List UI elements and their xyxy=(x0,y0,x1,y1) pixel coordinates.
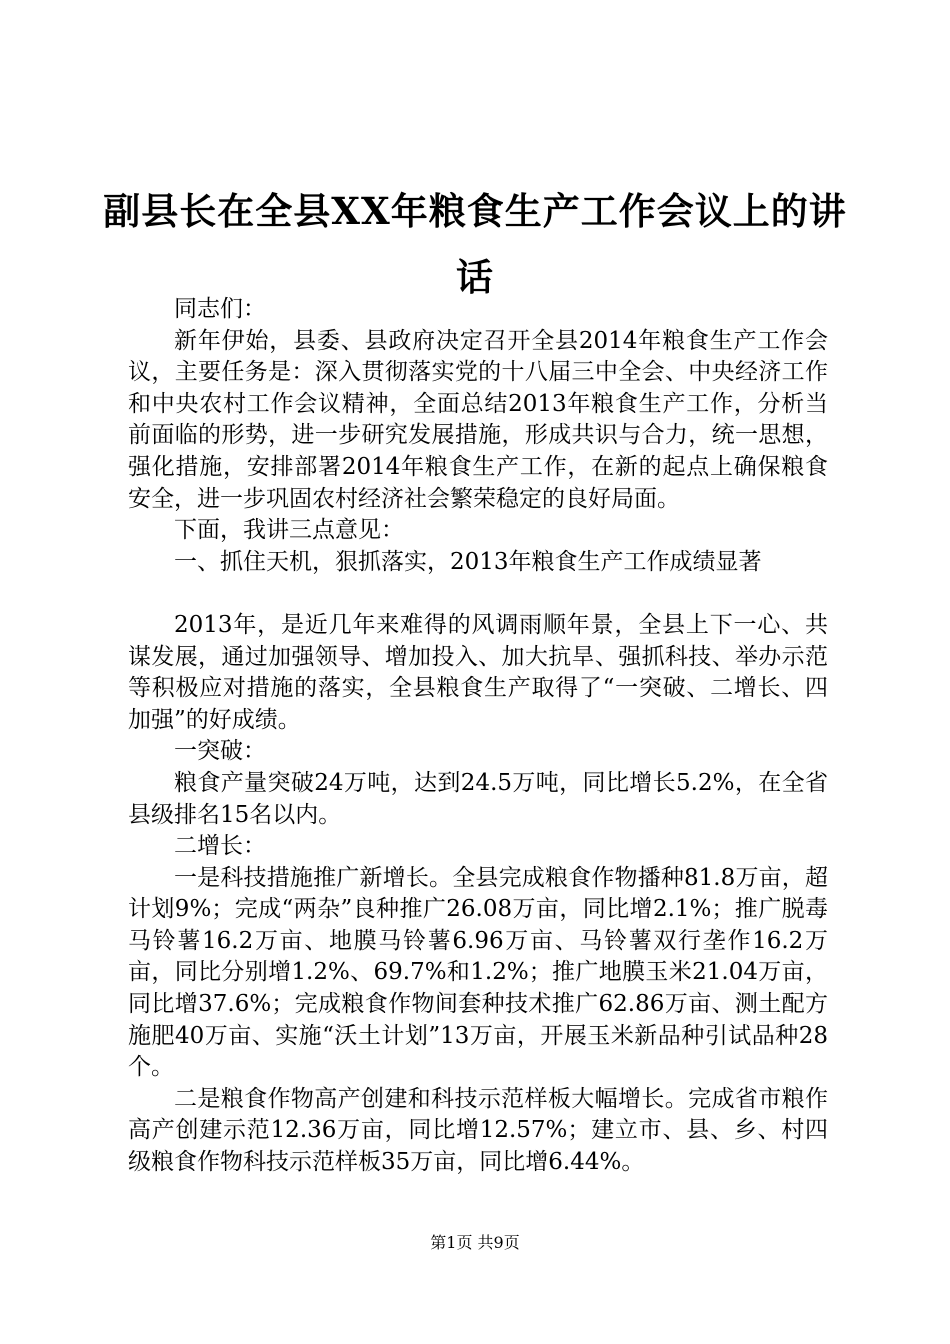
subheading-two-growths: 二增长： xyxy=(174,833,266,860)
document-body xyxy=(128,294,828,1179)
title-line-1: 副县长在全县XX年粮食生产工作会议上的讲 xyxy=(103,189,847,233)
title-line-2: 话 xyxy=(456,255,494,299)
page-title xyxy=(0,178,950,310)
paragraph-intro: 新年伊始，县委、县政府决定召开全县2014年粮食生产工作会议，主要任务是：深入贯彻落实党的十八届三中全会、中央经济工作和中央农村工作会议精神，全面总结2013年粮食生产工作，分析当前面临的形势，进一步研究发展措施，形成共识与合力，统一思想，强化措施，安排部署2014年粮食生产工作，在新的起点上确保粮食安全，进一步巩固农村经济社会繁荣稳定的良好局面。 xyxy=(128,327,828,512)
subheading-one-breakthrough: 一突破： xyxy=(174,738,266,765)
paragraph-outline: 下面，我讲三点意见： xyxy=(174,517,404,544)
paragraph-tech-growth: 一是科技措施推广新增长。全县完成粮食作物播种81.8万亩，超计划9%；完成“两杂”良种推广26.08万亩，同比增2.1%；推广脱毒马铃薯16.2万亩、地膜马铃薯6.96万亩、马铃薯双行垄作16.2万亩，同比分别增1.2%、69.7%和1.2%；推广地膜玉米21.04万亩，同比增37.6%；完成粮食作物间套种技术推广62.86万亩、测土配方施肥40万亩、实施“沃土计划”13万亩，开展玉米新品种引试品种28个。 xyxy=(128,864,828,1081)
section-heading-1: 一、抓住天机，狠抓落实，2013年粮食生产工作成绩显著 xyxy=(174,548,762,575)
paragraph-demo-growth: 二是粮食作物高产创建和科技示范样板大幅增长。完成省市粮作高产创建示范12.36万亩，同比增12.57%；建立市、县、乡、村四级粮食作物科技示范样板35万亩，同比增6.44%。 xyxy=(128,1085,828,1176)
salutation: 同志们： xyxy=(174,296,266,322)
paragraph-grain-output: 粮食产量突破24万吨，达到24.5万吨，同比增长5.2%，在全省县级排名15名以内。 xyxy=(128,769,828,828)
page-footer: 第1页 共9页 xyxy=(430,1233,520,1252)
paragraph-2013-summary: 2013年，是近几年来难得的风调雨顺年景，全县上下一心、共谋发展，通过加强领导、增加投入、加大抗旱、强抓科技、举办示范等积极应对措施的落实，全县粮食生产取得了“一突破、二增长、四加强”的好成绩。 xyxy=(128,611,828,733)
